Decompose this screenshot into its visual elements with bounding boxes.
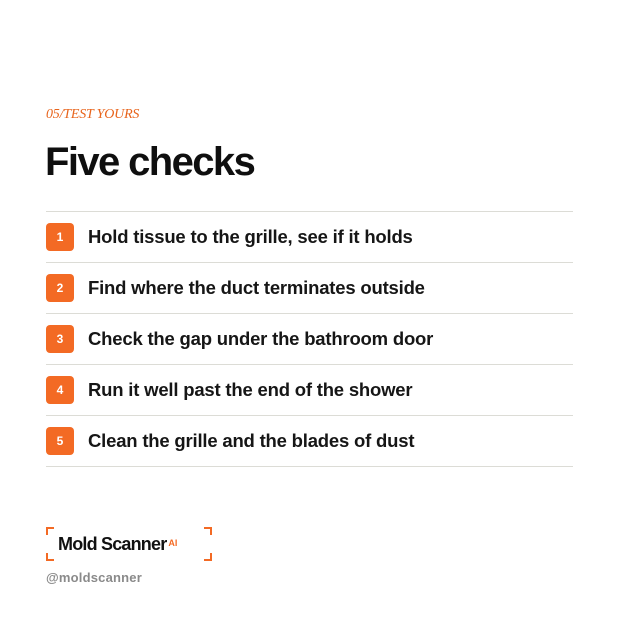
check-item-1 [46, 212, 573, 263]
social-handle: @moldscanner [46, 570, 142, 585]
check-item-4 [46, 365, 573, 416]
brand-name-text: Mold Scanner [58, 534, 167, 554]
brand-suffix: AI [168, 538, 178, 548]
check-item-5 [46, 416, 573, 467]
check-text: Check the gap under the bathroom door [88, 328, 434, 349]
brand-logo [46, 527, 212, 561]
bracket-corner-icon [204, 527, 212, 535]
check-text: Find where the duct terminates outside [88, 277, 425, 298]
number-badge: 2 [46, 274, 74, 302]
bracket-corner-icon [204, 553, 212, 561]
number-badge: 4 [46, 376, 74, 404]
check-text: Clean the grille and the blades of dust [88, 430, 415, 451]
page-title: Five checks [45, 140, 255, 184]
check-text: Hold tissue to the grille, see if it holds [88, 226, 413, 247]
number-badge: 5 [46, 427, 74, 455]
bracket-corner-icon [46, 553, 54, 561]
bracket-corner-icon [46, 527, 54, 535]
checks-list [46, 211, 573, 467]
check-item-3 [46, 314, 573, 365]
brand-name [58, 534, 177, 554]
eyebrow-label: 05/TEST YOURS [46, 107, 140, 122]
number-badge: 1 [46, 223, 74, 251]
check-item-2 [46, 263, 573, 314]
check-text: Run it well past the end of the shower [88, 379, 413, 400]
number-badge: 3 [46, 325, 74, 353]
